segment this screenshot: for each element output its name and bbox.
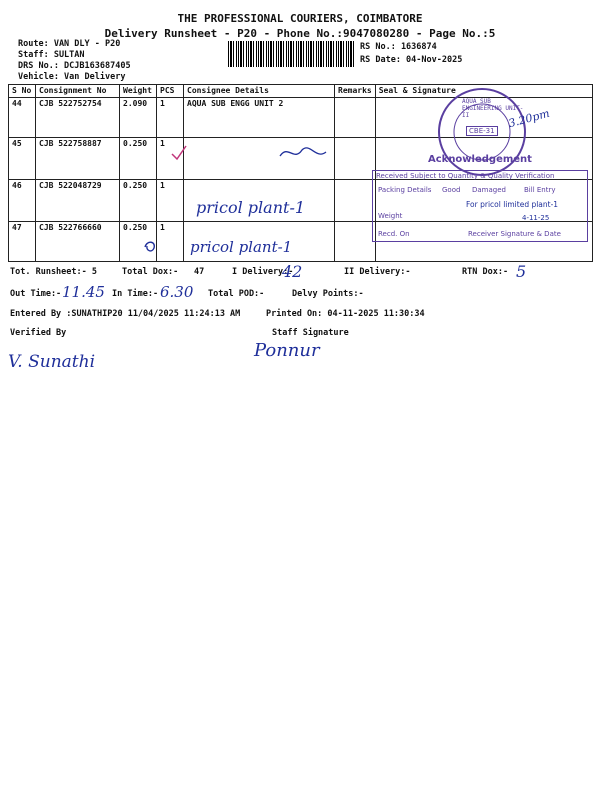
scribble-icon [142, 238, 162, 254]
cell-weight: 0.250 [120, 222, 157, 262]
col-sno: S No [9, 85, 36, 98]
delvy-points-label: Delvy Points:- [292, 289, 364, 299]
drs-label: DRS No.: DCJB163687405 [18, 61, 131, 71]
cell-pcs: 1 [157, 98, 184, 138]
barcode-image [228, 41, 356, 67]
printed-on: Printed On: 04-11-2025 11:30:34 [266, 309, 425, 319]
ack-damaged: Damaged [472, 186, 506, 194]
cell-pcs: 1 [157, 138, 184, 180]
col-pcs: PCS [157, 85, 184, 98]
route-label: Route: VAN DLY - P20 [18, 39, 121, 49]
cell-consignment: CJB 522758887 [36, 138, 120, 180]
checkmark-icon [170, 140, 350, 168]
rtn-dox-value: 5 [516, 262, 527, 281]
in-time-value: 6.30 [160, 283, 194, 301]
col-consignment: Consignment No [36, 85, 120, 98]
out-time-value: 11.45 [62, 283, 105, 301]
handwritten-consignee-47: pricol plant-1 [190, 238, 293, 256]
ack-good: Good [442, 186, 461, 194]
col-weight: Weight [120, 85, 157, 98]
cell-weight: 0.250 [120, 138, 157, 180]
ack-title: Acknowledgement [428, 154, 532, 165]
cell-remarks [335, 98, 376, 138]
verified-by-label: Verified By [10, 328, 67, 338]
rtn-dox-label: RTN Dox:- [462, 267, 509, 277]
round-stamp-text: AQUA SUB ENGINEERING UNIT-II [462, 98, 524, 119]
runsheet-title: Delivery Runsheet - P20 - Phone No.:9047080280 - Page No.:5 [104, 27, 496, 40]
ack-recd: Recd. On [378, 230, 410, 238]
col-seal: Seal & Signature [375, 85, 592, 98]
rs-date: RS Date: 04-Nov-2025 [360, 55, 463, 65]
i-delivery-value: 42 [282, 262, 303, 281]
total-dox-value: 47 [194, 267, 205, 277]
ack-receiver: Receiver Signature & Date [468, 230, 561, 238]
cell-sno: 44 [9, 98, 36, 138]
cell-pcs: 1 [157, 180, 184, 222]
cell-consignment: CJB 522752754 [36, 98, 120, 138]
i-delivery-label: I Delivery:- [232, 267, 294, 277]
total-pod-label: Total POD:- [208, 289, 265, 299]
round-stamp-code: CBE-31 [466, 126, 498, 136]
cell-weight: 2.090 [120, 98, 157, 138]
handwritten-time: 3.20pm [507, 106, 551, 131]
cell-consignment: CJB 522766660 [36, 222, 120, 262]
staff-label: Staff: SULTAN [18, 50, 85, 60]
verified-signature: V. Sunathi [8, 352, 96, 372]
staff-signature-label: Staff Signature [272, 328, 349, 338]
in-time-label: In Time:- [112, 289, 159, 299]
out-time-label: Out Time:- [10, 289, 62, 299]
entered-by: Entered By :SUNATHIP20 11/04/2025 11:24:13 AM [10, 309, 241, 319]
rs-no: RS No.: 1636874 [360, 42, 437, 52]
cell-remarks [335, 180, 376, 222]
ack-weight: Weight [378, 212, 403, 220]
col-remarks: Remarks [335, 85, 376, 98]
ack-date: 4-11-25 [522, 214, 550, 222]
total-runsheet: Tot. Runsheet:- 5 [10, 267, 97, 277]
ii-delivery-label: II Delivery:- [344, 267, 411, 277]
cell-weight: 0.250 [120, 180, 157, 222]
cell-pcs: 1 [157, 222, 184, 262]
company-name: THE PROFESSIONAL COURIERS, COIMBATORE [177, 12, 423, 25]
cell-consignee: AQUA SUB ENGG UNIT 2 [184, 98, 335, 138]
staff-signature: Ponnur [254, 340, 320, 361]
cell-sno: 45 [9, 138, 36, 180]
ack-line1: Received Subject to Quantity & Quality Verification [376, 172, 555, 180]
total-dox-label: Total Dox:- [122, 267, 179, 277]
cell-consignment: CJB 522048729 [36, 180, 120, 222]
handwritten-consignee-46: pricol plant-1 [196, 198, 306, 217]
ack-bill: Bill Entry [524, 186, 556, 194]
cell-remarks [335, 222, 376, 262]
cell-sno: 46 [9, 180, 36, 222]
acknowledgement-stamp [372, 148, 588, 242]
ack-for: For pricol limited plant-1 [466, 200, 559, 209]
vehicle-label: Vehicle: Van Delivery [18, 72, 126, 82]
cell-sno: 47 [9, 222, 36, 262]
col-consignee: Consignee Details [184, 85, 335, 98]
ack-packing: Packing Details [378, 186, 432, 194]
